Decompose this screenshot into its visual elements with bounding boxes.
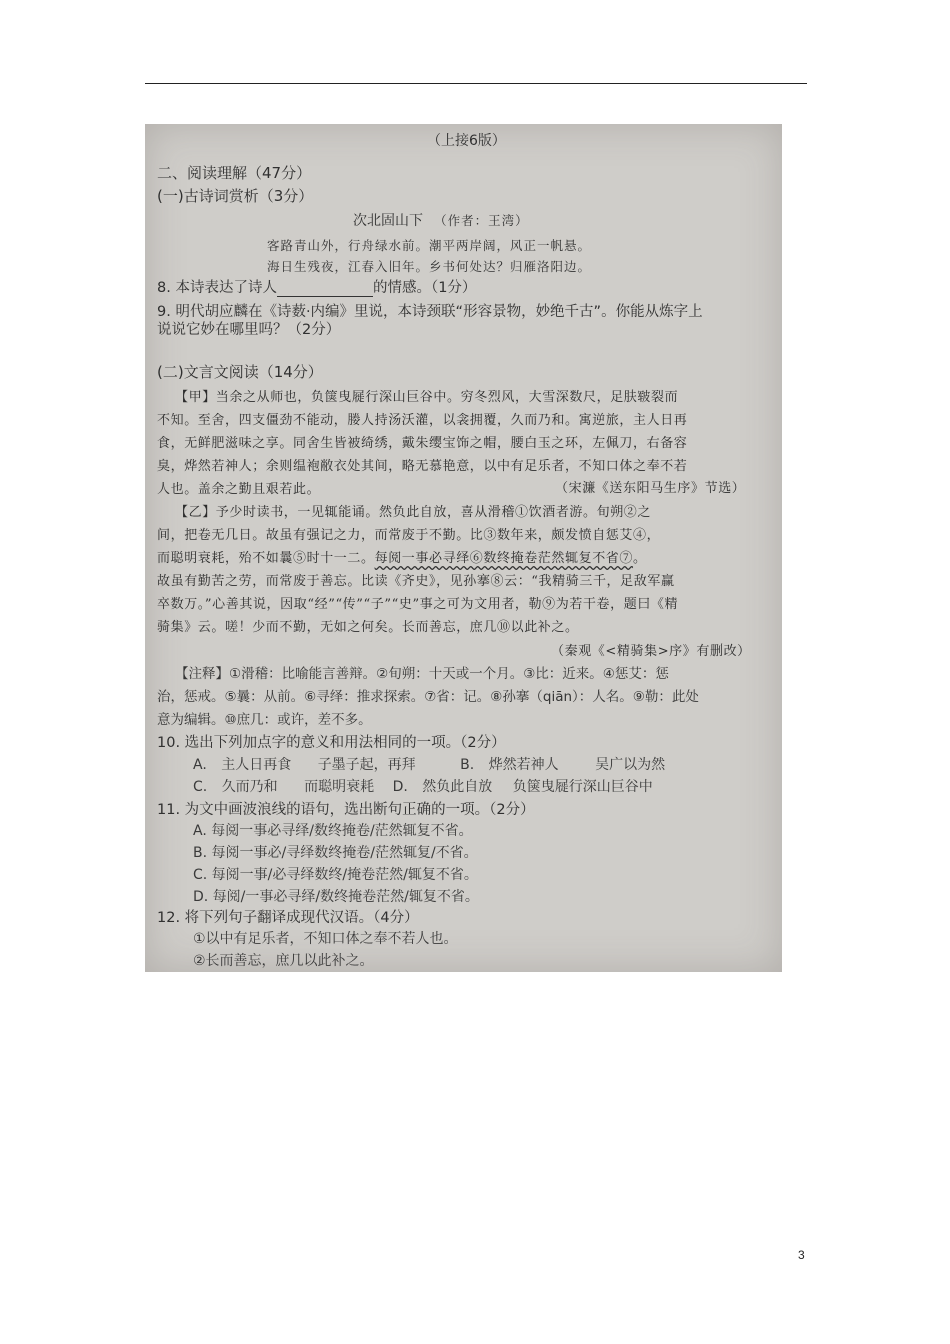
question-12-stem: 12. 将下列句子翻译成现代汉语。（4分） (157, 910, 419, 926)
exam-photo (145, 124, 782, 972)
yi-line: 【乙】予少时读书，一见辄能诵。然负此自放，喜从滑稽①饮酒者游。旬朔②之 (175, 505, 652, 520)
q10-b-item-1: 烨然若神人 (488, 757, 559, 773)
jia-source: （宋濂《送东阳马生序》节选） (555, 481, 746, 496)
poem-title: 次北固山下 (353, 213, 423, 229)
q10-row-ab (193, 754, 665, 774)
part1-title: (一)古诗词赏析（3分） (157, 187, 314, 205)
yi-line: 卒数万。”心善其说，因取“经”“传”“子”“史”事之可为文用者，勒⑨为若干卷，题曰《精 (157, 597, 679, 612)
q8-text-after: 的情感。（1分） (372, 280, 477, 296)
poem-line-1: 客路青山外，行舟绿水前。潮平两岸阔，风正一帆悬。 (267, 238, 592, 253)
yi-line: 故虽有勤苦之劳，而常废于善忘。比读《齐史》，见孙搴⑧云：“我精骑三千，足敌军赢 (157, 574, 675, 589)
q8-answer-blank[interactable] (277, 282, 373, 297)
q11-option: B. 每阅一事必/寻绎数终掩卷/茫然辄复/不省。 (193, 845, 478, 861)
yi-source: （秦观《<精骑集>序》有删改） (551, 644, 751, 659)
question-11-stem: 11. 为文中画波浪线的语句，选出断句正确的一项。（2分） (157, 802, 535, 818)
yi-line-3-end: 。 (633, 551, 647, 566)
question-10-stem: 10. 选出下列加点字的意义和用法相同的一项。（2分） (157, 735, 506, 751)
poem-line-2: 海日生残夜，江春入旧年。乡书何处达？归雁洛阳边。 (267, 259, 592, 274)
q11-option: A. 每阅一事必寻绎/数终掩卷/茫然辄复不省。 (193, 823, 473, 839)
q10-a-item-1: 主人日再食 (221, 757, 292, 773)
question-9-line-2: 说说它妙在哪里吗？（2分） (157, 322, 341, 338)
q10-d-item-1: 然负此自放 (422, 779, 493, 795)
part2-title: (二)文言文阅读（14分） (157, 363, 323, 381)
q11-option: C. 每阅一事/必寻绎数终/掩卷茫然/辄复不省。 (193, 867, 478, 883)
jia-line: 【甲】当余之从师也，负箧曳屣行深山巨谷中。穷冬烈风，大雪深数尺，足肤皲裂而 (175, 390, 679, 405)
yi-line-3-start: 而聪明衰耗，殆不如曩⑤时十一二。 (157, 551, 375, 566)
annotation-line: 【注释】①滑稽：比喻能言善辩。②旬朔：十天或一个月。③比：近来。④惩艾：惩 (175, 666, 669, 682)
q10-c-item-2: 而聪明衰耗 (304, 779, 375, 795)
q8-text-before: 8. 本诗表达了诗人 (157, 280, 277, 296)
yi-line: 间，把卷无几日。故虽有强记之力，而常废于不勤。比③数年来，颇发愤自惩艾④， (157, 528, 661, 543)
question-9-line-1: 9. 明代胡应麟在《诗薮·内编》里说，本诗颈联“形容景物，妙绝千古”。你能从炼字上 (157, 304, 703, 320)
annotation-line: 治，惩戒。⑤曩：从前。⑥寻绎：推求探索。⑦省：记。⑧孙搴（qiān）：人名。⑨勒：此处 (157, 689, 699, 705)
yi-line-wavy (157, 547, 647, 566)
yi-line: 骑集》云。嗟！少而不勤，无如之何矣。长而善忘，庶几⑩以此补之。 (157, 620, 579, 635)
page-number: 3 (798, 1248, 805, 1262)
section-title: 二、阅读理解（47分） (157, 164, 312, 182)
q10-a-label: A. (193, 757, 207, 773)
q10-b-item-2: 吴广以为然 (595, 757, 666, 773)
header-rule (145, 83, 807, 84)
jia-line: 食，无鲜肥滋味之享。同舍生皆被绮绣，戴朱缨宝饰之帽，腰白玉之环，左佩刀，右备容 (157, 436, 688, 451)
q10-d-item-2: 负箧曳屣行深山巨谷中 (512, 779, 653, 795)
q10-d-label: D. (392, 779, 408, 795)
q10-row-cd (193, 776, 653, 796)
wavy-underlined-sentence: 每阅一事必寻绎⑥数终掩卷茫然辄复不省⑦ (374, 551, 634, 566)
annotation-line: 意为编辑。⑩庶几：或许，差不多。 (157, 712, 372, 728)
poem-heading (353, 210, 529, 230)
q11-option: D. 每阅/一事必寻绎/数终掩卷茫然/辄复不省。 (193, 889, 479, 905)
q12-item-1: ①以中有足乐者，不知口体之奉不若人也。 (193, 931, 458, 947)
jia-line: 不知。至舍，四支僵劲不能动，媵人持汤沃灌，以衾拥覆，久而乃和。寓逆旅，主人日再 (157, 413, 688, 428)
question-8 (157, 276, 476, 297)
jia-line: 人也。盖余之勤且艰若此。 (157, 482, 321, 497)
header-note: （上接6版） (427, 133, 506, 149)
poem-author: （作者：王湾） (434, 213, 529, 228)
q10-c-label: C. (193, 779, 208, 795)
q10-b-label: B. (460, 757, 475, 773)
q12-item-2: ②长而善忘，庶几以此补之。 (193, 953, 374, 969)
jia-line: 臭，烨然若神人；余则缊袍敝衣处其间，略无慕艳意，以中有足乐者，不知口体之奉不若 (157, 459, 688, 474)
q10-c-item-1: 久而乃和 (221, 779, 278, 795)
q10-a-item-2: 子墨子起，再拜 (317, 757, 416, 773)
